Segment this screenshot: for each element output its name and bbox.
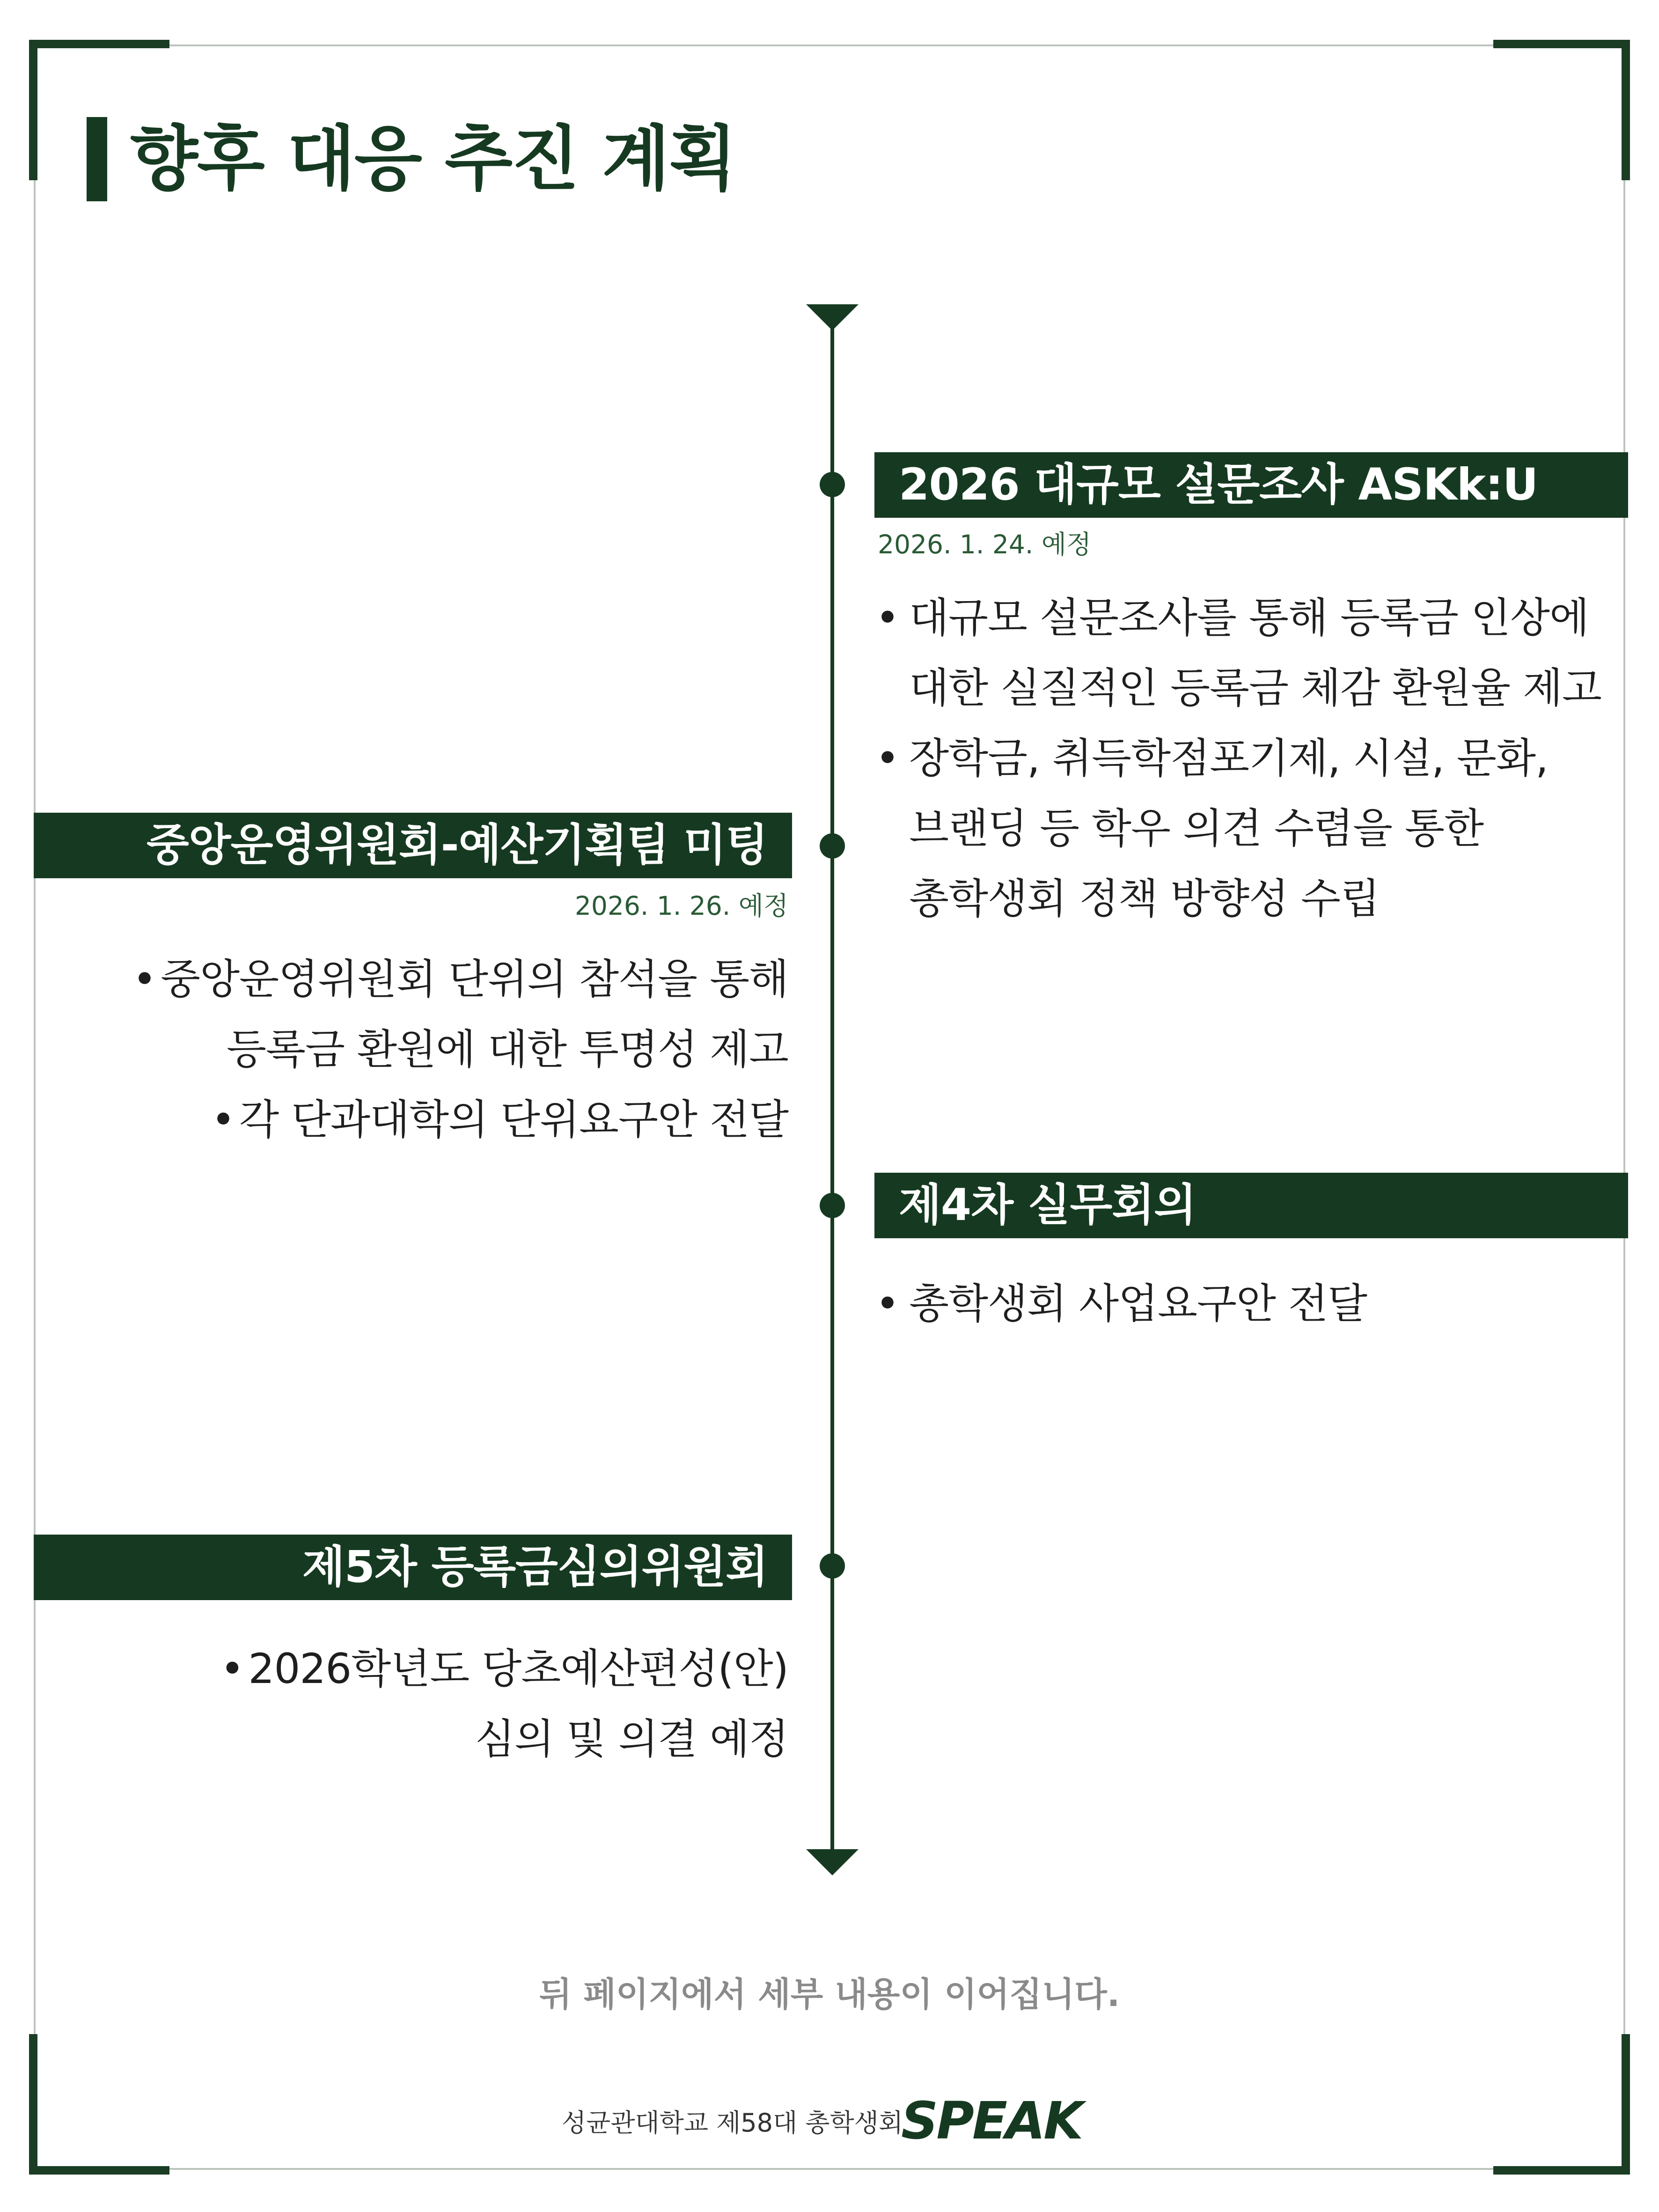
event-heading-council4: 제4차 실무회의 — [874, 1173, 1628, 1238]
timeline-dot-askku — [820, 472, 845, 497]
corner-accent-tl-v — [29, 40, 37, 180]
event-list-meeting — [132, 944, 788, 1155]
event-list-askku — [875, 583, 1601, 934]
list-item: 브랜딩 등 학우 의견 수렴을 통한 — [909, 804, 1483, 852]
list-item: • 대규모 설문조사를 통해 등록금 인상에 — [875, 594, 1589, 642]
corner-accent-tr-v — [1622, 40, 1630, 180]
timeline-axis — [830, 314, 834, 1859]
list-item: 등록금 환원에 대한 투명성 제고 — [227, 1025, 788, 1073]
timeline-dot-meeting — [820, 833, 845, 859]
list-item: • 각 단과대학의 단위요구안 전달 — [211, 1095, 788, 1144]
corner-accent-br-h — [1493, 2166, 1630, 2175]
timeline-dot-council4 — [820, 1193, 845, 1218]
page-title: 향후 대응 추진 계획 — [130, 118, 736, 200]
list-item: • 2026학년도 당초예산편성(안) — [220, 1645, 788, 1693]
event-list-council4 — [875, 1269, 1367, 1339]
event-date-askku: 2026. 1. 24. 예정 — [878, 529, 1092, 559]
event-heading-meeting: 중앙운영위원회-예산기획팀 미팅 — [34, 813, 792, 878]
footer-org: 성균관대학교 제58대 총학생회 — [562, 2108, 903, 2138]
event-list-council5 — [220, 1634, 788, 1774]
corner-accent-bl-v — [29, 2034, 37, 2175]
event-heading-askku: 2026 대규모 설문조사 ASKk:U — [874, 452, 1628, 518]
title-accent-bar — [87, 117, 107, 201]
speak-logo: SPEAK — [901, 2091, 1082, 2151]
list-item: 총학생회 정책 방향성 수립 — [909, 875, 1380, 923]
list-item: • 중앙운영위원회 단위의 참석을 통해 — [132, 955, 788, 1003]
event-heading-council5: 제5차 등록금심의위원회 — [34, 1535, 792, 1600]
list-item: • 총학생회 사업요구안 전달 — [875, 1279, 1367, 1328]
timeline-bottom-arrow-icon — [806, 1849, 859, 1875]
corner-accent-br-v — [1622, 2034, 1630, 2175]
list-item: 심의 및 의결 예정 — [475, 1715, 788, 1763]
list-item: • 장학금, 취득학점포기제, 시설, 문화, — [875, 734, 1548, 782]
corner-accent-tr-h — [1493, 40, 1630, 48]
continuation-note: 뒤 페이지에서 세부 내용이 이어집니다. — [539, 1975, 1120, 2014]
corner-accent-tl-h — [29, 40, 169, 48]
event-date-meeting: 2026. 1. 26. 예정 — [574, 891, 788, 921]
corner-accent-bl-h — [29, 2166, 169, 2175]
timeline-top-arrow-icon — [806, 304, 859, 331]
timeline-dot-council5 — [820, 1553, 845, 1579]
list-item: 대한 실질적인 등록금 체감 환원율 제고 — [909, 664, 1601, 712]
